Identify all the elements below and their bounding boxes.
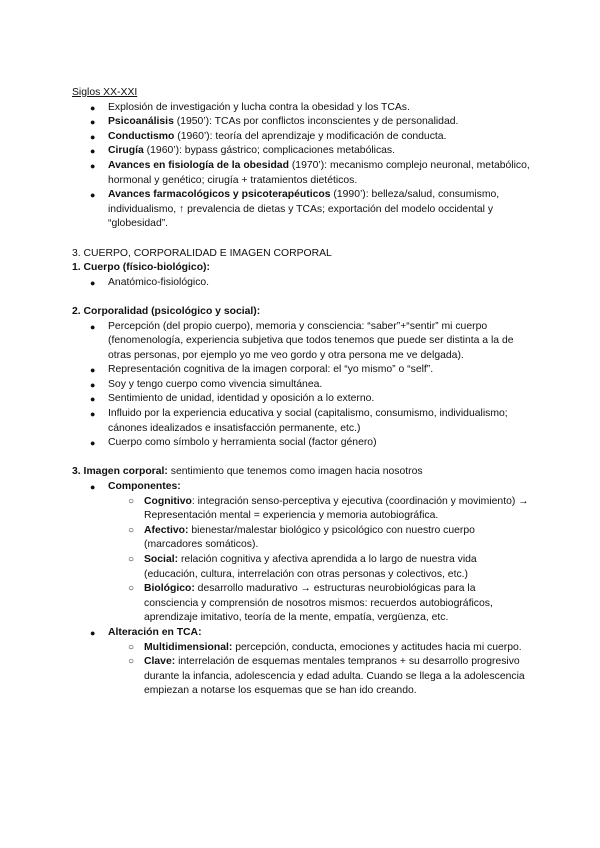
sub-list-item: ○ Social: relación cognitiva y afectiva aprendida a lo largo de nuestra vida (educación, cultura, interrelación con otras personas y colectivos, etc.) (128, 554, 477, 580)
bullet-icon: ● (90, 277, 96, 288)
bullet-icon: ● (90, 102, 96, 113)
spacer (72, 232, 532, 247)
imagen-heading: 3. Imagen corporal: sentimiento que tenemos como imagen hacia nosotros (72, 466, 423, 478)
list-item: ● Cuerpo como símbolo y herramienta social (factor género) (72, 436, 532, 451)
bullet-icon: ● (90, 482, 96, 493)
bullet-icon: ● (90, 627, 96, 638)
list-item: ● Sentimiento de unidad, identidad y oposición a lo externo. (72, 392, 532, 407)
sub-list-item: ○ Afectivo: bienestar/malestar biológico y psicológico con nuestro cuerpo (marcadores somáticos). (128, 524, 475, 551)
componentes-sublist (108, 495, 532, 626)
bullet-icon: ● (90, 190, 96, 201)
bullet-icon: ● (90, 379, 96, 390)
bullet-icon: ● (90, 394, 96, 405)
circle-bullet-icon: ○ (128, 583, 135, 595)
imagen-list (72, 480, 532, 699)
list-item: ● Psicoanálisis (1950’): TCAs por conflictos inconscientes y de personalidad. (72, 115, 532, 130)
bullet-icon: ● (90, 160, 96, 171)
sub-list-item: ○ Biológico: desarrollo madurativo → estructuras neurobiológicas para la consciencia y comprensión de nosotros mismos: recuerdos autobiográficos, aprendizaje imitativo, teoría de la mente, empatía, vergüenza, etc. (128, 583, 493, 624)
section-title: 3. CUERPO, CORPORALIDAD E IMAGEN CORPORAL (72, 247, 332, 259)
sub-list-item: ○ Clave: interrelación de esquemas mentales tempranos + su desarrollo progresivo durante la infancia, adolescencia y edad adulta. Cuando se llega a la adolescencia empiezan a notarse los esquemas que se han ido creando. (128, 656, 525, 697)
siglos-list (72, 101, 532, 232)
list-item: ● Explosión de investigación y lucha contra la obesidad y los TCAs. (72, 101, 532, 116)
list-item: ● Anatómico-fisiológico. (72, 276, 532, 291)
bullet-icon: ● (90, 409, 96, 420)
circle-bullet-icon: ○ (128, 554, 135, 565)
list-item: ● Percepción (del propio cuerpo), memoria y consciencia: “saber”+“sentir” mi cuerpo (fenomenología, experiencia subjetiva que todos tenemos que puede ser distinta a la de otras personas, por ejemplo yo me veo gordo y otra persona me ve delgada). (90, 320, 514, 361)
list-item: ● Representación cognitiva de la imagen corporal: el “yo mismo” o “self”. (72, 363, 532, 378)
bullet-icon: ● (90, 117, 96, 128)
list-item: ● Componentes: ○ Cognitivo: integración senso-perceptiva y ejecutiva (coordinación y movimiento) → Representación mental = experiencia y memoria autobiográfica. ○ Afectivo: bienestar/malestar biológico y psicológico con nuestro cuerpo (marcadores somáticos). ○ Social: relación cognitiva y afectiva aprendida a lo largo de nuestra vida (educación, cultura, interrelación con otras personas y colectivos, etc.) ○ Biológico: desarrollo madurativo → estructuras neurobiológicas para la consciencia y comprensión de nosotros mismos: recuerdos autobiográficos, aprendizaje imitativo, teoría de la mente, empatía, vergüenza, etc. (72, 480, 532, 626)
corporalidad-list (72, 320, 532, 451)
list-item: ● Influido por la experiencia educativa y social (capitalismo, consumismo, individualismo; cánones idealizados e insatisfacción permanente, etc.) (90, 408, 508, 434)
document-content (72, 86, 532, 699)
sub-list-item: ○ Multidimensional: percepción, conducta, emociones y actitudes hacia mi cuerpo. (108, 641, 532, 656)
bullet-icon: ● (90, 438, 96, 449)
spacer (72, 290, 532, 305)
alteracion-sublist (108, 641, 532, 699)
siglos-heading: Siglos XX-XXI (72, 87, 138, 98)
circle-bullet-icon: ○ (128, 524, 135, 536)
bullet-icon: ● (90, 131, 96, 142)
bullet-icon: ● (90, 321, 96, 332)
list-item: ● Alteración en TCA: ○ Multidimensional: percepción, conducta, emociones y actitudes hacia mi cuerpo. ○ Clave: interrelación de esquemas mentales tempranos + su desarrollo progresivo durante la infancia, adolescencia y edad adulta. Cuando se llega a la adolescencia empiezan a notarse los esquemas que se han ido creando. (72, 626, 532, 699)
circle-bullet-icon: ○ (128, 641, 135, 653)
circle-bullet-icon: ○ (128, 656, 135, 668)
bullet-icon: ● (90, 365, 96, 376)
cuerpo-heading: 1. Cuerpo (físico-biológico): (72, 262, 210, 274)
list-item: ● Avances en fisiología de la obesidad (1970’): mecanismo complejo neuronal, metabólico, hormonal y genético; cirugía + tratamientos dietéticos. (90, 159, 530, 186)
cuerpo-list (72, 276, 532, 291)
list-item: ● Cirugía (1960’): bypass gástrico; complicaciones metabólicas. (72, 144, 532, 159)
corporalidad-heading: 2. Corporalidad (psicológico y social): (72, 305, 261, 317)
circle-bullet-icon: ○ (128, 495, 135, 507)
bullet-icon: ● (90, 146, 96, 157)
sub-list-item: ○ Cognitivo: integración senso-perceptiva y ejecutiva (coordinación y movimiento) → Representación mental = experiencia y memoria autobiográfica. (128, 495, 529, 522)
list-item: ● Conductismo (1960’): teoría del aprendizaje y modificación de conducta. (72, 130, 532, 145)
spacer (72, 451, 532, 466)
list-item: ● Avances farmacológicos y psicoterapéuticos (1990’): belleza/salud, consumismo, individualismo, ↑ prevalencia de dietas y TCAs; exportación del modelo occidental y “globesidad”. (90, 189, 500, 230)
list-item: ● Soy y tengo cuerpo como vivencia simultánea. (72, 378, 532, 393)
